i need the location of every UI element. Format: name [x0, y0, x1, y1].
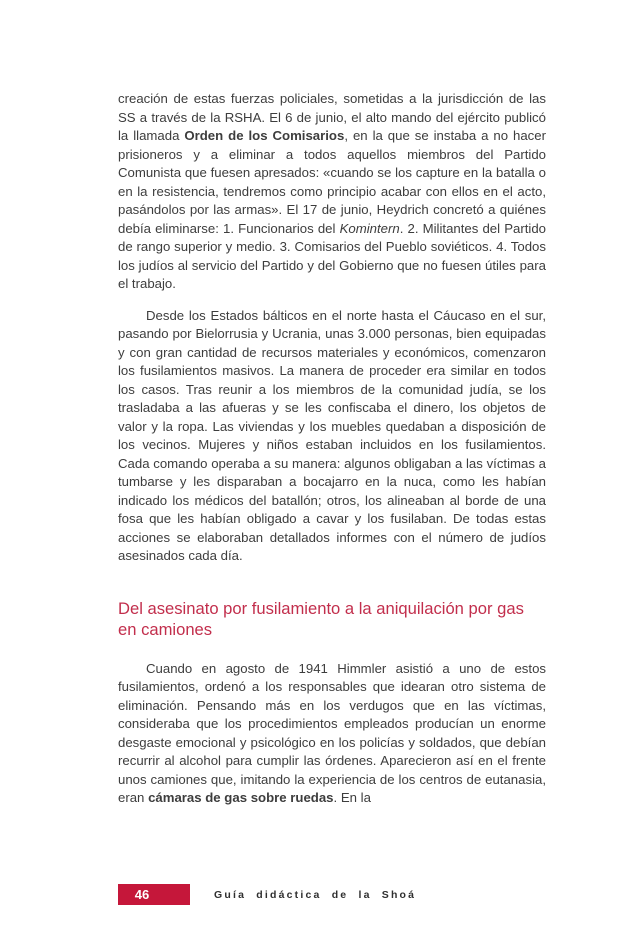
- page-footer: [118, 884, 416, 905]
- paragraph: [118, 307, 546, 566]
- section-heading-line1: Del asesinato por fusilamiento a la aniquilación por gas: [118, 598, 524, 618]
- page-number: 46: [134, 887, 150, 902]
- paragraph: [118, 660, 546, 808]
- bold-text: cámaras de gas sobre ruedas: [148, 790, 334, 805]
- text-run: . En la: [333, 790, 371, 805]
- bold-text: Orden de los Comisarios: [184, 128, 345, 143]
- text-section-top: [118, 90, 546, 566]
- text-run: , en la que se instaba a no hacer prisioneros y a eliminar a todos aquellos miembros del Partido Comunista que fuesen apresados: «cuando se los capture en la batalla o en la resistencia, tendremos como principio acabar con ellos en el acto, pasándolos por las armas». El 17 de junio, Heydrich concretó a quiénes debía eliminarse: 1. Funcionarios del: [118, 128, 546, 236]
- section-heading: [118, 598, 546, 640]
- section-heading-line2: en camiones: [118, 619, 213, 639]
- text-run: Cuando en agosto de 1941 Himmler asistió a uno de estos fusilamientos, ordenó a los responsables que idearan otro sistema de eliminación. Pensando más en los verdugos que en las víctimas, consideraba que los procedimientos empleados producían un enorme desgaste emocional y psicológico en los policías y soldados, que debían recurrir al alcohol para cumplir las órdenes. Aparecieron así en el frente unos camiones que, imitando la experiencia de los centros de eutanasia, eran: [118, 660, 546, 805]
- text-run: Desde los Estados bálticos en el norte hasta el Cáucaso en el sur, pasando por Bielorrusia y Ucrania, unas 3.000 personas, bien equipadas y con gran cantidad de recursos materiales y económicos, comenzaron los fusilamientos masivos. La manera de proceder era similar en todos los casos. Tras reunir a los miembros de la comunidad judía, se los trasladaba a las afueras y se les confiscaba el dinero, los objetos de valor y la ropa. Las viviendas y los muebles quedaban a disposición de los vecinos. Mujeres y niños estaban incluidos en los fusilamientos. Cada comando operaba a su manera: algunos obligaban a las víctimas a tumbarse y les disparaban a bocajarro en la nuca, como les habían indicado los médicos del batallón; otros, los alineaban al borde de una fosa que les habían obligado a cavar y los fusilaban. De todas estas acciones se elaboraban detallados informes con el número de judíos asesinados cada día.: [118, 307, 546, 563]
- italic-text: Komintern: [339, 220, 400, 236]
- page-body-text: [118, 90, 546, 821]
- book-title: Guía didáctica de la Shoá: [214, 888, 417, 901]
- page-number-badge: [118, 884, 190, 905]
- text-run: . 2. Militantes del Partido de rango superior y medio. 3. Comisarios del Pueblo soviéticos. 4. Todos los judíos al servicio del Partido y del Gobierno que no fuesen útiles para el trabajo.: [118, 220, 546, 291]
- text-section-bottom: [118, 660, 546, 808]
- paragraph: [118, 90, 546, 294]
- text-run: creación de estas fuerzas policiales, sometidas a la jurisdicción de las SS a través de la RSHA. El 6 de junio, el alto mando del ejército publicó la llamada: [118, 91, 546, 143]
